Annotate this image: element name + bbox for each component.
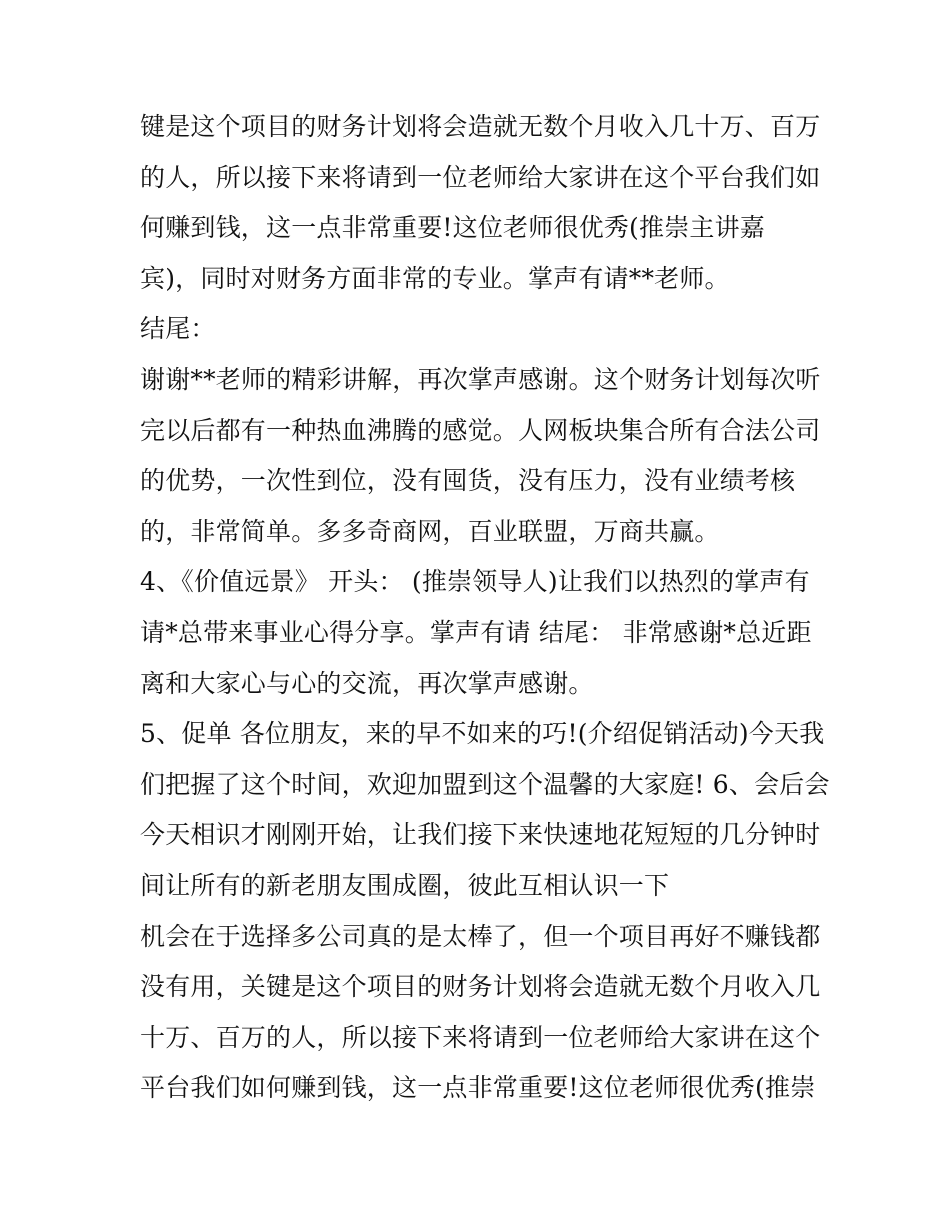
text-line-18: 没有用，关键是这个项目的财务计划将会造就无数个月收入几: [140, 972, 821, 1002]
document-body: [140, 102, 830, 1114]
text-line-20: 平台我们如何赚到钱，这一点非常重要!这位老师很优秀(推崇: [140, 1073, 816, 1103]
text-line-16: 间让所有的新老朋友围成圈，彼此互相认识一下: [140, 870, 670, 900]
text-line-11: 请*总带来事业心得分享。掌声有请 结尾： 非常感谢*总近距: [140, 617, 812, 647]
text-line-4: 宾)，同时对财务方面非常的专业。掌声有请**老师。: [140, 263, 730, 293]
text-line-10: 4、《价值远景》 开头： (推崇领导人)让我们以热烈的掌声有: [140, 567, 810, 597]
text-line-17: 机会在于选择多公司真的是太棒了，但一个项目再好不赚钱都: [140, 921, 821, 951]
text-line-14: 们把握了这个时间，欢迎加盟到这个温馨的大家庭! 6、会后会: [140, 769, 830, 799]
text-line-13: 5、促单 各位朋友，来的早不如来的巧!(介绍促销活动)今天我: [140, 719, 825, 749]
text-line-19: 十万、百万的人，所以接下来将请到一位老师给大家讲在这个: [140, 1022, 821, 1052]
text-line-9: 的，非常简单。多多奇商网，百业联盟，万商共赢。: [140, 516, 720, 546]
text-line-1: 键是这个项目的财务计划将会造就无数个月收入几十万、百万: [140, 112, 821, 141]
text-line-2: 的人，所以接下来将请到一位老师给大家讲在这个平台我们如: [140, 162, 821, 192]
text-line-12: 离和大家心与心的交流，再次掌声感谢。: [140, 668, 594, 698]
text-line-6: 谢谢**老师的精彩讲解，再次掌声感谢。这个财务计划每次听: [140, 364, 821, 394]
text-line-7: 完以后都有一种热血沸腾的感觉。人网板块集合所有合法公司: [140, 415, 821, 445]
text-line-8: 的优势，一次性到位，没有囤货，没有压力，没有业绩考核: [140, 466, 796, 496]
section-heading-ending: 结尾：: [140, 314, 216, 344]
text-line-15: 今天相识才刚刚开始，让我们接下来快速地花短短的几分钟时: [140, 820, 821, 850]
text-line-3: 何赚到钱，这一点非常重要!这位老师很优秀(推崇主讲嘉: [140, 213, 766, 243]
